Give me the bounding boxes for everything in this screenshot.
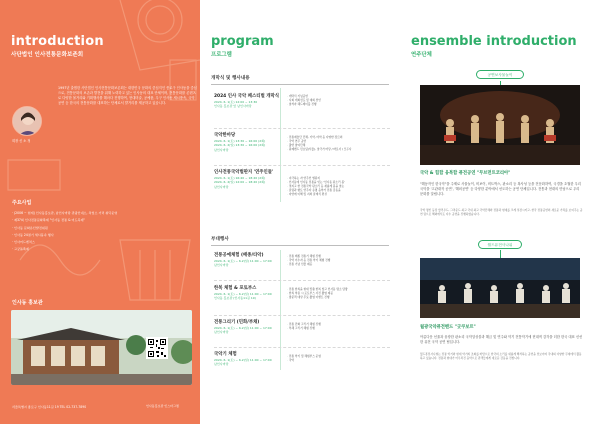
program-place: 인사동 홍보관 (인사동11길 19) — [214, 296, 256, 301]
program-description — [287, 254, 391, 266]
item-separator — [214, 347, 390, 348]
program-place: 남인사마당 — [214, 330, 229, 335]
list-item: · (2006 ~ 현재) 인사동홍보관, 남인사마당 관광안내소, 치업소 거리 위탁운영 — [12, 211, 118, 215]
program-date: 2024. 6. 1(토) 16:40 ~ 18:20 (2회) — [214, 176, 266, 180]
program-date: 2024. 6. 1(토) ~ 6.2(일) 11:00 ~ 17:00 — [214, 326, 272, 330]
group-description: 아름다운 선율과 웅장한 판소리 국악앙상블과 해금 및 연주와 악기 전통악기에 현대적 감각을 더한 한국 대표 신선한 퓨전 국악 공연 팀입니다. — [420, 335, 583, 345]
program-description — [287, 94, 391, 106]
list-item: · 국악 연주 공연 — [287, 139, 391, 143]
list-item: · 클럽과 향토 연주자 유명 음악가 전통 감동을 — [287, 188, 391, 192]
program-date: 2024. 6. 2(일) 13:30 ~ 16:00 (2회) — [214, 143, 266, 148]
group-label: 공연보사물놀이 — [476, 70, 524, 79]
list-item: · 전통 배종 전통기 체험 진행 — [287, 254, 391, 258]
stage-illustration — [420, 85, 580, 165]
qr-code[interactable] — [146, 337, 168, 359]
list-item: · 부채 그리기 체험 진행 — [287, 326, 391, 330]
item-separator — [214, 165, 390, 166]
portrait-caption: 회장 신 소 정 — [12, 139, 31, 143]
program-place: 남인사마당 — [214, 147, 229, 152]
list-item: · 국악 이수자 등 전통 악기 체험 진행 — [287, 258, 391, 262]
president-portrait — [12, 106, 42, 136]
list-item: · 방문객 대상 무료 촬영 이벤트 진행 — [287, 295, 391, 299]
group-photo — [420, 258, 580, 318]
program-place: 인사동 홍보관 앞 남인사마당 — [214, 104, 252, 109]
program-place: 남인사마당 — [214, 263, 229, 268]
panel-title: ensemble introduction — [411, 34, 577, 49]
item-separator — [214, 315, 390, 316]
panel-title: program — [211, 34, 274, 49]
section-heading-opening: 개막식 및 행사내용 — [211, 76, 250, 81]
list-item: · 전통 기념 선물 제공 — [287, 262, 391, 266]
connector-line — [500, 250, 501, 258]
list-item: · 사회 개회선포 및 대회 선언 — [287, 98, 391, 102]
program-date: 2024. 6. 1(토) ~ 6.2(일) 11:00 ~ 17:00 — [214, 259, 272, 263]
group-details: 국악 명인 등장 할리우드, 그라운드 최고 국내 최고 국악단체와 전통과 현대를 크게 성장시키고, 한국 전통공연의 새로운 가치를 보여주는 공연 팀으로 해외에서도 다수 공연을 진행하였습니다. — [420, 208, 583, 217]
group-label: 월드퓨전사나위 — [478, 240, 522, 249]
panel-title: introduction — [11, 34, 104, 49]
program-name: 인사전통국악벌판지 '연주인들' — [214, 170, 274, 175]
list-item: · 멋지고 한 전통국악 판소리 등 새롭게 봄을 찾는 — [287, 184, 391, 188]
program-name: 한복 체험 & 포토부스 — [214, 286, 257, 291]
program-description — [287, 354, 391, 362]
list-item: · 개막식 기념공연 — [287, 94, 391, 98]
qr-label: 인사동홍보관 인스타그램 — [146, 404, 179, 408]
business-heading: 주요사업 — [12, 200, 32, 206]
ensemble-panel — [400, 0, 600, 424]
program-place: 남인사마당 — [214, 362, 229, 367]
program-date: 2024. 6. 1(토) ~ 6.2(일) 11:00 ~ 17:00 — [214, 292, 272, 296]
program-place: 남인사마당 — [214, 184, 229, 189]
group-description: "해동작인 한국악"을 주제로 사물놀이, 비보이, 비트박스, 판소리 등 복사성 등을 전문화하여, 국경을 초월한 우리 국악을 '고관대작 공연', '해외공연' 등 다양한 분야에서 선도하는 공연 단체입니다. 전통과 현대의 만남으로 우리 문화를 알립니다. — [420, 182, 581, 197]
group-photo — [420, 85, 580, 165]
program-name: 전통공예체험 (배종/타악) — [214, 253, 264, 258]
business-list — [12, 210, 192, 254]
introduction-panel — [0, 0, 200, 424]
program-description — [287, 287, 391, 299]
address-text: 서울특별시 종로구 인사동11길 19 TEL 02-737-7890 — [12, 405, 87, 409]
stage-illustration — [420, 258, 580, 318]
program-description — [287, 176, 391, 196]
list-item: · 한복 착용 시 포토부스 사진 촬영 제공 — [287, 291, 391, 295]
item-separator — [214, 128, 390, 129]
list-item: · 인사동에 인사동 전통을 잇는 '인사동 판소리 봄' — [287, 180, 391, 184]
program-date: 2024. 6. 1(토) 12:00 ~ 13:30 — [214, 100, 258, 104]
list-item: · 전통예술단 단체, 기악, 타악 등 다양한 장르의 — [287, 135, 391, 139]
program-name: 2024 인사 국악 페스티벌 개막식 — [214, 94, 279, 99]
list-item: · 자연에 이해 및 지의 클래식 편성 — [287, 192, 391, 196]
list-item: · 전통 악기 및 체험부스 운영 — [287, 354, 391, 358]
promo-heading: 인사동 홍보관 — [12, 300, 43, 306]
program-panel — [200, 0, 400, 424]
program-date: 2024. 6. 2(일) 12:00 ~ 18:20 (2회) — [214, 180, 266, 185]
panel-subtitle: 프로그램 — [211, 52, 232, 58]
program-date: 2024. 6. 1(토) 13:30 ~ 16:00 (2회) — [214, 139, 266, 143]
list-item: · 전통 민화 그리기 체험 진행 — [287, 322, 391, 326]
list-item: · 전통 한복을 현대 맞춤 한복 입고 인사동 명소 탐방 — [287, 287, 391, 291]
panel-subtitle: 연주단체 — [411, 52, 432, 58]
list-item: · 고궁돌축제 — [12, 247, 29, 252]
program-description — [287, 322, 391, 330]
list-item: · 참석자 헤드테이블 진행 — [287, 102, 391, 106]
list-item: · 판제밴드 민요팀(서울), 창극가 마당 / 바로사 / 모두사 — [287, 147, 391, 151]
group-title: 국악 & 힙합 융복합 퓨전공연 "무브먼트코리아" — [420, 171, 511, 176]
item-separator — [214, 280, 390, 281]
list-item: · 인사어드벤처스 — [12, 240, 35, 245]
group-details: 월드퓨전사나위는 전통 악기와 현대 악기의 조화를 바탕으로 한국의 소리를 새롭게 해석하는 공연을 선보이며 국내외 다양한 무대에서 활동하고 있습니다. 전통과 현대가 어우러진 음악으로 관객들에게 새로운 감동을 전합니다. — [420, 352, 582, 361]
program-description — [287, 135, 391, 151]
organization-intro — [58, 86, 198, 107]
program-name: 국악기 체험 — [214, 352, 237, 357]
section-rule — [211, 84, 389, 85]
organization-name: 사단법인 인사전통문화보존회 — [11, 52, 84, 58]
list-item: · 제37회 인사전통문화축제 "인사동 전통 & 미도북제" — [12, 218, 85, 223]
qr-code-icon — [147, 338, 167, 358]
list-item: · 인사동 문화유산발전위원 — [12, 225, 48, 230]
program-date: 2024. 6. 1(토) ~ 6.2(일) 11:00 ~ 17:00 — [214, 358, 272, 362]
group-title: 월광국악퓨전밴드 "굿쿠보르" — [420, 325, 476, 330]
list-item: · 국악 — [287, 358, 391, 362]
intro-paragraph: 1997년 출범한 사단법인 인사전통문화보존회는 대한민국 문화의 중심지인 종로구 인사동을 중심으로, 전통문화의 보존과 발전을 위해 노력하고 있는 인사동의 대표 단체이며, 전통문화를 콘텐츠로 다양한 볼거리와 기획행사를 해마다 진행하여, 현대미술, 공예품, 우구 인사동 세시풍속, 국악 공연 등 한국의 전통문화를 대표하는 단체로서 발거리를 제공하고 있습니다. — [58, 86, 197, 105]
list-item: · 출연 참여단체 — [287, 143, 391, 147]
section-heading-extras: 부대행사 — [211, 237, 229, 242]
program-name: 국악한마당 — [214, 133, 236, 138]
program-name: 전통그리기 (민화/부채) — [214, 320, 260, 325]
list-item: · 인사동 24절기 세시풍속 행사 — [12, 232, 54, 237]
section-rule — [211, 245, 389, 246]
list-item: · 지극하는 자 연주인 벌판지 — [287, 176, 391, 180]
